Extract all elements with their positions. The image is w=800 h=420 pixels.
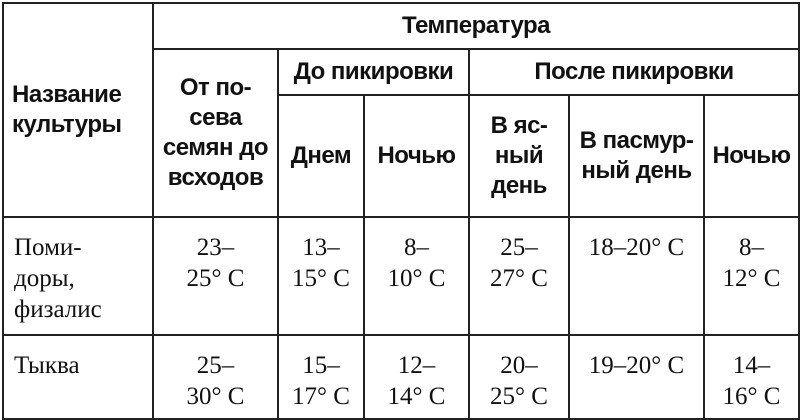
cell-clear-day: 20– 25° С — [469, 335, 569, 419]
header-clear-day: В яс- ный день — [469, 95, 569, 217]
header-sowing-to-sprouts: От по- сева семян до всходов — [153, 49, 278, 217]
row-name: Поми- доры, физалис — [3, 217, 153, 335]
header-day: Днем — [278, 95, 364, 217]
cell-cloudy-day: 18–20° С — [569, 217, 704, 335]
row-name: Тыква — [3, 335, 153, 419]
cell-night-after: 8– 12° С — [704, 217, 799, 335]
cell-day: 15– 17° С — [278, 335, 364, 419]
cell-night-before: 12– 14° С — [364, 335, 469, 419]
cell-night-after: 14– 16° С — [704, 335, 799, 419]
header-before-picking: До пикировки — [278, 49, 469, 95]
header-after-picking: После пикировки — [469, 49, 799, 95]
header-cloudy-day: В пасмур- ный день — [569, 95, 704, 217]
cell-day: 13– 15° С — [278, 217, 364, 335]
table-row — [3, 217, 799, 335]
cell-sowing: 25– 30° С — [153, 335, 278, 419]
header-temperature: Температура — [153, 3, 799, 49]
temperature-table — [2, 2, 800, 420]
header-night-after: Ночью — [704, 95, 799, 217]
cell-cloudy-day: 19–20° С — [569, 335, 704, 419]
table-row — [3, 335, 799, 419]
header-night-before: Ночью — [364, 95, 469, 217]
cell-sowing: 23– 25° С — [153, 217, 278, 335]
cell-night-before: 8– 10° С — [364, 217, 469, 335]
header-culture-name: Название культуры — [3, 3, 153, 217]
cell-clear-day: 25– 27° С — [469, 217, 569, 335]
